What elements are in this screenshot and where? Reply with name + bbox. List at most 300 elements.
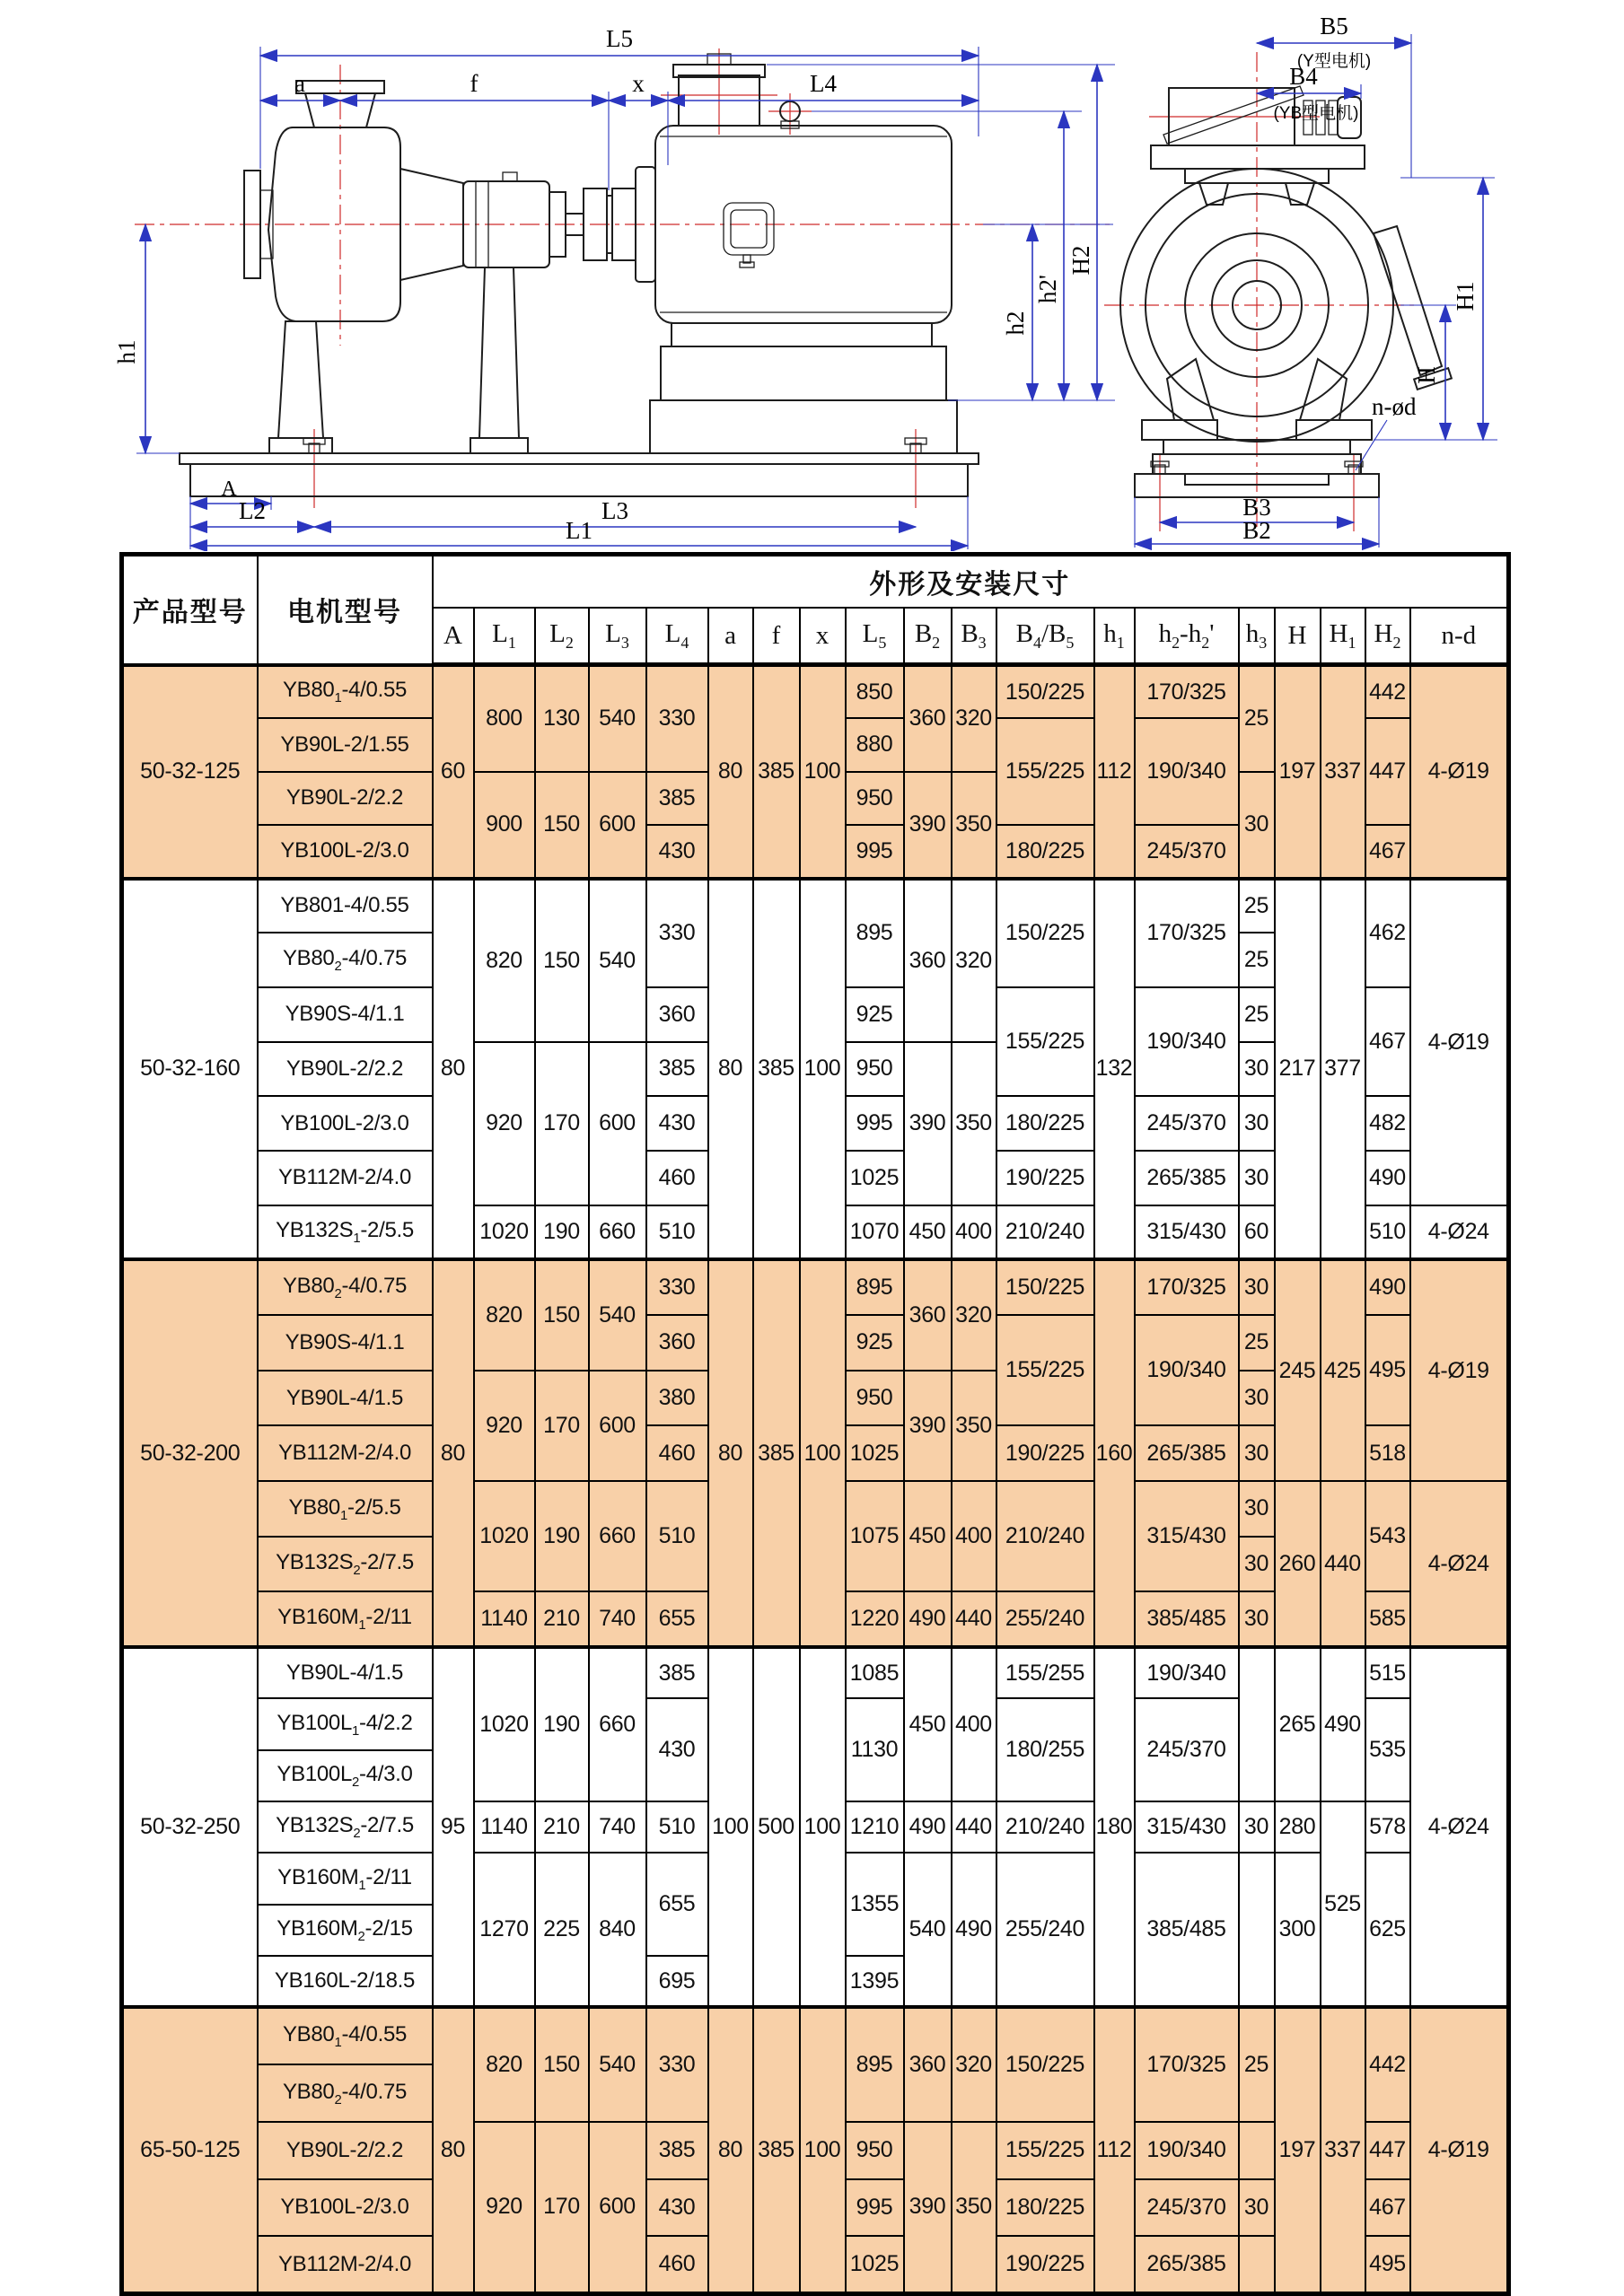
cell-motor: $YB80_2-4/0.75$ bbox=[258, 933, 433, 987]
cell-motor: YB112M-2/4.0 bbox=[258, 1151, 433, 1205]
cell-motor: YB160L-2/18.5 bbox=[258, 1956, 433, 2007]
cell-v bbox=[1239, 1853, 1275, 2007]
cell-motor: $YB80_1-4/0.55$ bbox=[258, 2007, 433, 2064]
cell-v: 170 bbox=[535, 1042, 589, 1205]
cell-v: 950 bbox=[846, 2122, 904, 2179]
cell-v: 80 bbox=[433, 1259, 474, 1647]
cell-motor: $YB80_2-4/0.75$ bbox=[258, 1259, 433, 1315]
cell-v: 385 bbox=[646, 1042, 708, 1097]
cell-v: 740 bbox=[589, 1801, 646, 1853]
cell-v: 265 bbox=[1275, 1647, 1321, 1801]
cell-v: 4-Ø19 bbox=[1410, 879, 1509, 1205]
cell-v: 30 bbox=[1239, 1371, 1275, 1426]
cell-v: 1020 bbox=[474, 1647, 535, 1801]
cell-v: 440 bbox=[1321, 1481, 1365, 1647]
col-header-h: H bbox=[1275, 608, 1321, 665]
cell-v: 80 bbox=[708, 665, 753, 879]
cell-motor: YB90L-4/1.5 bbox=[258, 1371, 433, 1426]
cell-v: 442 bbox=[1365, 665, 1410, 719]
cell-v: 360 bbox=[904, 2007, 952, 2122]
cell-v: 160 bbox=[1094, 1259, 1135, 1647]
baseplate-top bbox=[180, 453, 979, 464]
cell-product: 50-32-200 bbox=[122, 1259, 258, 1647]
cell-v: 510 bbox=[1365, 1205, 1410, 1260]
cell-v: 995 bbox=[846, 1096, 904, 1151]
cell-v: 390 bbox=[904, 1042, 952, 1205]
cell-v: 30 bbox=[1239, 1425, 1275, 1481]
cell-v: 190/225 bbox=[996, 1425, 1094, 1481]
cell-motor: $YB100L_1-4/2.2$ bbox=[258, 1698, 433, 1749]
dim-label-h2: h2 bbox=[1002, 311, 1029, 336]
cell-motor: YB112M-2/4.0 bbox=[258, 1425, 433, 1481]
cell-v: 360 bbox=[904, 665, 952, 772]
cell-v: 190/340 bbox=[1135, 1647, 1239, 1698]
dim-label-b3: B3 bbox=[1242, 494, 1271, 521]
cell-v: 385 bbox=[753, 879, 800, 1260]
cell-v: 660 bbox=[589, 1205, 646, 1260]
cell-v: 385 bbox=[753, 1259, 800, 1647]
cell-v: 255/240 bbox=[996, 1853, 1094, 2007]
cell-v: 180 bbox=[1094, 1647, 1135, 2007]
cell-v: 30 bbox=[1239, 1537, 1275, 1592]
dimensions-top bbox=[260, 25, 979, 190]
cell-v: 30 bbox=[1239, 1151, 1275, 1205]
cell-v: 25 bbox=[1239, 665, 1275, 772]
cell-v: 150/225 bbox=[996, 2007, 1094, 2122]
cell-v: 1270 bbox=[474, 1853, 535, 2007]
cell-motor: $YB100L_2-4/3.0$ bbox=[258, 1750, 433, 1801]
cell-v: 600 bbox=[589, 1371, 646, 1481]
cell-v: 4-Ø24 bbox=[1410, 1481, 1509, 1647]
dim-note-b4: (YB型电机) bbox=[1273, 104, 1359, 123]
cell-v: 430 bbox=[646, 2179, 708, 2237]
cell-v: 820 bbox=[474, 2007, 535, 2122]
cell-v: 80 bbox=[708, 2007, 753, 2293]
cell-motor: $YB132S_2-2/7.5$ bbox=[258, 1537, 433, 1592]
cell-v: 155/225 bbox=[996, 1315, 1094, 1425]
cell-v: 660 bbox=[589, 1647, 646, 1801]
cell-v: 197 bbox=[1275, 665, 1321, 879]
cell-v: 100 bbox=[800, 665, 846, 879]
cell-v: 30 bbox=[1239, 1259, 1275, 1315]
cell-v: 150/225 bbox=[996, 879, 1094, 987]
cell-v: 820 bbox=[474, 879, 535, 1042]
cell-motor: YB90L-2/1.55 bbox=[258, 718, 433, 772]
cell-v: 377 bbox=[1321, 879, 1365, 1260]
cell-v: 4-Ø19 bbox=[1410, 1259, 1509, 1481]
cell-v: 430 bbox=[646, 825, 708, 879]
cell-v: 25 bbox=[1239, 879, 1275, 933]
cell-v: 1085 bbox=[846, 1647, 904, 1698]
cell-motor: YB801-4/0.55 bbox=[258, 879, 433, 933]
dim-label-f: f bbox=[470, 70, 478, 97]
baseplate-slab bbox=[190, 464, 968, 496]
dimension-nd bbox=[1356, 393, 1417, 470]
cell-v: 442 bbox=[1365, 2007, 1410, 2122]
cell-v: 1075 bbox=[846, 1481, 904, 1591]
cell-v: 695 bbox=[646, 1956, 708, 2007]
cell-motor: $YB160M_2-2/15$ bbox=[258, 1905, 433, 1956]
side-view-drawing bbox=[113, 25, 1115, 549]
cell-motor: YB90L-2/2.2 bbox=[258, 772, 433, 826]
cell-motor: YB100L-2/3.0 bbox=[258, 2179, 433, 2237]
col-header-l2: $L_2$ bbox=[535, 608, 589, 665]
cell-v: 450 bbox=[904, 1481, 952, 1591]
cell-v: 495 bbox=[1365, 2236, 1410, 2293]
cell-motor: $YB80_2-4/0.75$ bbox=[258, 2064, 433, 2122]
cell-v: 385 bbox=[753, 665, 800, 879]
cell-v: 585 bbox=[1365, 1591, 1410, 1647]
cell-v: 390 bbox=[904, 1371, 952, 1481]
dim-label-nd: n-ød bbox=[1372, 393, 1417, 420]
cell-v: 80 bbox=[708, 1259, 753, 1647]
cell-motor: YB90L-4/1.5 bbox=[258, 1647, 433, 1698]
cell-v: 535 bbox=[1365, 1698, 1410, 1801]
cell-motor: $YB160M_1-2/11$ bbox=[258, 1853, 433, 1904]
cell-v: 1020 bbox=[474, 1481, 535, 1591]
cell-v: 100 bbox=[708, 1647, 753, 2007]
cell-v: 467 bbox=[1365, 987, 1410, 1096]
cell-v: 360 bbox=[904, 1259, 952, 1370]
dim-label-h1: h1 bbox=[113, 339, 140, 364]
cell-v: 820 bbox=[474, 1259, 535, 1370]
cell-v: 995 bbox=[846, 2179, 904, 2237]
cell-v: 450 bbox=[904, 1647, 952, 1801]
dim-label-l3: L3 bbox=[601, 497, 628, 524]
dimensions-bottom bbox=[190, 478, 968, 549]
cell-v: 180/255 bbox=[996, 1698, 1094, 1801]
cell-v: 155/225 bbox=[996, 2122, 1094, 2179]
cell-v: 655 bbox=[646, 1591, 708, 1647]
cell-v: 950 bbox=[846, 1042, 904, 1097]
cell-v: 25 bbox=[1239, 933, 1275, 987]
cell-v: 1395 bbox=[846, 1956, 904, 2007]
cell-v: 510 bbox=[646, 1481, 708, 1591]
col-header-l5: $L_5$ bbox=[846, 608, 904, 665]
dim-label-l5: L5 bbox=[606, 25, 633, 52]
cell-motor: $YB160M_1-2/11$ bbox=[258, 1591, 433, 1647]
cell-v: 300 bbox=[1275, 1853, 1321, 2007]
end-view-drawing bbox=[1104, 13, 1497, 548]
table-row bbox=[122, 665, 1509, 719]
cell-v: 390 bbox=[904, 772, 952, 879]
cell-v: 1355 bbox=[846, 1853, 904, 1956]
cell-v: 112 bbox=[1094, 2007, 1135, 2293]
col-header-nd: n-d bbox=[1410, 608, 1509, 665]
cell-v: 25 bbox=[1239, 1315, 1275, 1371]
table-row bbox=[122, 2007, 1509, 2064]
motor-feet bbox=[672, 323, 932, 346]
cell-v: 655 bbox=[646, 1853, 708, 1956]
cell-v: 255/240 bbox=[996, 1591, 1094, 1647]
cell-v: 4-Ø24 bbox=[1410, 1647, 1509, 2007]
cell-v: 390 bbox=[904, 2122, 952, 2293]
cell-v: 500 bbox=[753, 1647, 800, 2007]
cell-v: 495 bbox=[1365, 1315, 1410, 1425]
dim-label-b4: B4 bbox=[1289, 63, 1318, 90]
cell-v: 130 bbox=[535, 665, 589, 772]
cell-v: 920 bbox=[474, 1042, 535, 1205]
cell-motor: YB90L-2/2.2 bbox=[258, 2122, 433, 2179]
cell-v: 320 bbox=[952, 2007, 996, 2122]
cell-v: 400 bbox=[952, 1481, 996, 1591]
cell-v: 190 bbox=[535, 1205, 589, 1260]
cell-v: 385 bbox=[646, 1647, 708, 1698]
cell-v: 245/370 bbox=[1135, 1698, 1239, 1801]
cell-v: 30 bbox=[1239, 1042, 1275, 1097]
cell-v: 525 bbox=[1321, 1801, 1365, 2007]
cell-v: 170/325 bbox=[1135, 1259, 1239, 1315]
cell-v: 180/225 bbox=[996, 2179, 1094, 2237]
pump-drawings bbox=[0, 0, 1624, 551]
cell-v: 170 bbox=[535, 2122, 589, 2293]
cell-v: 320 bbox=[952, 1259, 996, 1370]
cell-v: 430 bbox=[646, 1698, 708, 1801]
cell-v: 510 bbox=[646, 1205, 708, 1260]
cell-v: 170/325 bbox=[1135, 665, 1239, 719]
col-header-dims-title: 外形及安装尺寸 bbox=[433, 555, 1509, 609]
cell-v: 490 bbox=[1365, 1151, 1410, 1205]
cell-v: 100 bbox=[800, 2007, 846, 2293]
cell-v: 30 bbox=[1239, 1801, 1275, 1853]
motor bbox=[636, 54, 957, 453]
cell-v: 25 bbox=[1239, 2007, 1275, 2122]
cell-v: 350 bbox=[952, 1371, 996, 1481]
dim-label-H2: H2 bbox=[1067, 245, 1094, 276]
dimensions-b3-b2 bbox=[1135, 494, 1379, 548]
cell-v: 467 bbox=[1365, 825, 1410, 879]
cell-v: 447 bbox=[1365, 718, 1410, 825]
cell-v: 150 bbox=[535, 879, 589, 1042]
cell-v: 460 bbox=[646, 1425, 708, 1481]
cell-v: 180/225 bbox=[996, 825, 1094, 879]
col-header-product: 产品型号 bbox=[122, 555, 258, 665]
spec-table-body bbox=[122, 665, 1509, 2294]
cell-v: 900 bbox=[474, 772, 535, 879]
cell-v: 430 bbox=[646, 1096, 708, 1151]
cell-v: 315/430 bbox=[1135, 1205, 1239, 1260]
cell-v: 425 bbox=[1321, 1259, 1365, 1481]
col-header-b45: $B_4/B_5$ bbox=[996, 608, 1094, 665]
dim-label-a: a bbox=[294, 70, 305, 97]
col-header-motor: 电机型号 bbox=[258, 555, 433, 665]
col-header-b3: $B_3$ bbox=[952, 608, 996, 665]
cell-v: 950 bbox=[846, 772, 904, 826]
cell-v: 260 bbox=[1275, 1481, 1321, 1647]
cell-v: 515 bbox=[1365, 1647, 1410, 1698]
cell-v: 150 bbox=[535, 2007, 589, 2122]
cell-v: 895 bbox=[846, 879, 904, 987]
cell-motor: $YB132S_2-2/7.5$ bbox=[258, 1801, 433, 1853]
cell-v: 155/255 bbox=[996, 1647, 1094, 1698]
cell-v: 880 bbox=[846, 718, 904, 772]
cell-v: 4-Ø19 bbox=[1410, 665, 1509, 879]
cell-v: 490 bbox=[904, 1801, 952, 1853]
cell-v: 265/385 bbox=[1135, 1151, 1239, 1205]
cell-v: 190/225 bbox=[996, 1151, 1094, 1205]
cell-v: 330 bbox=[646, 879, 708, 987]
cell-v: 440 bbox=[952, 1801, 996, 1853]
cell-v: 60 bbox=[433, 665, 474, 879]
cell-v: 510 bbox=[646, 1801, 708, 1853]
cell-v: 210 bbox=[535, 1591, 589, 1647]
cell-v: 1070 bbox=[846, 1205, 904, 1260]
cell-v: 95 bbox=[433, 1647, 474, 2007]
col-header-f: f bbox=[753, 608, 800, 665]
cell-v: 315/430 bbox=[1135, 1481, 1239, 1591]
table-row bbox=[122, 1259, 1509, 1315]
cell-v: 132 bbox=[1094, 879, 1135, 1260]
cell-v: 925 bbox=[846, 1315, 904, 1371]
cell-v: 490 bbox=[952, 1853, 996, 2007]
cell-v: 245/370 bbox=[1135, 825, 1239, 879]
cell-v: 150/225 bbox=[996, 1259, 1094, 1315]
col-header-h1: $h_1$ bbox=[1094, 608, 1135, 665]
dimension-h1 bbox=[113, 224, 180, 453]
cell-v bbox=[1239, 2236, 1275, 2293]
cell-v: 150/225 bbox=[996, 665, 1094, 719]
cell-v: 210/240 bbox=[996, 1205, 1094, 1260]
cell-v: 840 bbox=[589, 1853, 646, 2007]
col-header-l1: $L_1$ bbox=[474, 608, 535, 665]
cell-v: 1025 bbox=[846, 1151, 904, 1205]
cell-v: 210 bbox=[535, 1801, 589, 1853]
cell-v: 360 bbox=[904, 879, 952, 1042]
cell-v: 1210 bbox=[846, 1801, 904, 1853]
cell-v: 1025 bbox=[846, 2236, 904, 2293]
cell-v: 1140 bbox=[474, 1591, 535, 1647]
cell-v: 217 bbox=[1275, 879, 1321, 1260]
cell-v: 155/225 bbox=[996, 987, 1094, 1096]
cell-v: 950 bbox=[846, 1371, 904, 1426]
cell-v: 190/340 bbox=[1135, 2122, 1239, 2179]
cell-v: 490 bbox=[1365, 1259, 1410, 1315]
cell-motor: $YB80_1-4/0.55$ bbox=[258, 665, 433, 719]
cell-v: 320 bbox=[952, 665, 996, 772]
cell-v: 1025 bbox=[846, 1425, 904, 1481]
cell-v: 450 bbox=[904, 1205, 952, 1260]
cell-v: 60 bbox=[1239, 1205, 1275, 1260]
cell-v: 4-Ø24 bbox=[1410, 1205, 1509, 1260]
cell-v: 150 bbox=[535, 772, 589, 879]
cell-v: 225 bbox=[535, 1853, 589, 2007]
dim-label-l4: L4 bbox=[810, 70, 837, 97]
dim-label-x: x bbox=[632, 70, 645, 97]
cell-v: 337 bbox=[1321, 665, 1365, 879]
cell-v: 400 bbox=[952, 1647, 996, 1801]
cell-v: 330 bbox=[646, 2007, 708, 2122]
cell-product: 65-50-125 bbox=[122, 2007, 258, 2293]
cell-v: 100 bbox=[800, 879, 846, 1260]
table-row bbox=[122, 879, 1509, 933]
cell-v: 100 bbox=[800, 1647, 846, 2007]
cell-v: 380 bbox=[646, 1371, 708, 1426]
cell-v: 460 bbox=[646, 1151, 708, 1205]
cell-v: 190/225 bbox=[996, 2236, 1094, 2293]
cell-product: 50-32-125 bbox=[122, 665, 258, 879]
bearing-bracket bbox=[400, 169, 566, 453]
cell-product: 50-32-160 bbox=[122, 879, 258, 1260]
dimensions-motor-heights bbox=[767, 65, 1115, 400]
cell-v: 330 bbox=[646, 665, 708, 772]
cell-motor: YB90L-2/2.2 bbox=[258, 1042, 433, 1097]
cell-v: 467 bbox=[1365, 2179, 1410, 2237]
cell-v: 170 bbox=[535, 1371, 589, 1481]
cell-v: 30 bbox=[1239, 1096, 1275, 1151]
dim-note-b5: (Y型电机) bbox=[1296, 52, 1372, 71]
col-header-x: x bbox=[800, 608, 846, 665]
cell-v: 180/225 bbox=[996, 1096, 1094, 1151]
cell-v: 1130 bbox=[846, 1698, 904, 1801]
cell-v: 518 bbox=[1365, 1425, 1410, 1481]
cell-v: 170/325 bbox=[1135, 879, 1239, 987]
cell-v: 330 bbox=[646, 1259, 708, 1315]
cell-v: 315/430 bbox=[1135, 1801, 1239, 1853]
col-header-a: a bbox=[708, 608, 753, 665]
cell-v: 385 bbox=[646, 2122, 708, 2179]
cell-v: 245/370 bbox=[1135, 1096, 1239, 1151]
cell-v: 265/385 bbox=[1135, 2236, 1239, 2293]
cell-v: 245/370 bbox=[1135, 2179, 1239, 2237]
cell-v: 30 bbox=[1239, 1481, 1275, 1537]
cell-motor: YB90S-4/1.1 bbox=[258, 987, 433, 1042]
cell-v: 280 bbox=[1275, 1801, 1321, 1853]
cell-v: 925 bbox=[846, 987, 904, 1042]
cell-v: 150 bbox=[535, 1259, 589, 1370]
cell-v: 210/240 bbox=[996, 1481, 1094, 1591]
cell-v: 600 bbox=[589, 1042, 646, 1205]
cell-v bbox=[1239, 2122, 1275, 2179]
cell-v: 1140 bbox=[474, 1801, 535, 1853]
cell-v: 578 bbox=[1365, 1801, 1410, 1853]
cell-v: 112 bbox=[1094, 665, 1135, 879]
dim-label-b2: B2 bbox=[1242, 517, 1271, 544]
col-header-h3: $h_3$ bbox=[1239, 608, 1275, 665]
cell-v: 625 bbox=[1365, 1853, 1410, 2007]
cell-v: 360 bbox=[646, 1315, 708, 1371]
cell-v: 190/340 bbox=[1135, 718, 1239, 825]
cell-v: 1020 bbox=[474, 1205, 535, 1260]
cell-v: 490 bbox=[1321, 1647, 1365, 1801]
cell-v: 80 bbox=[433, 879, 474, 1260]
cell-v: 920 bbox=[474, 1371, 535, 1481]
cell-v: 600 bbox=[589, 772, 646, 879]
col-header-h2: $h_2-h_2'$ bbox=[1135, 608, 1239, 665]
cell-v: 400 bbox=[952, 1205, 996, 1260]
cell-v: 920 bbox=[474, 2122, 535, 2293]
pump-casing bbox=[244, 81, 400, 453]
col-header-h1: $H_1$ bbox=[1321, 608, 1365, 665]
dim-label-H: H bbox=[1413, 366, 1440, 384]
dim-label-H1: H1 bbox=[1452, 281, 1479, 311]
cell-v: 800 bbox=[474, 665, 535, 772]
cell-v: 1220 bbox=[846, 1591, 904, 1647]
cell-v: 540 bbox=[589, 879, 646, 1042]
cell-v: 995 bbox=[846, 825, 904, 879]
cell-v: 385 bbox=[753, 2007, 800, 2293]
cell-v: 245 bbox=[1275, 1259, 1321, 1481]
cell-motor: $YB80_1-2/5.5$ bbox=[258, 1481, 433, 1537]
cell-v: 100 bbox=[800, 1259, 846, 1647]
cell-v: 895 bbox=[846, 1259, 904, 1315]
cell-v: 540 bbox=[589, 2007, 646, 2122]
cell-v: 320 bbox=[952, 879, 996, 1042]
cell-v: 490 bbox=[904, 1591, 952, 1647]
cell-v: 460 bbox=[646, 2236, 708, 2293]
cell-v: 80 bbox=[433, 2007, 474, 2293]
cell-v: 895 bbox=[846, 2007, 904, 2122]
cell-v: 80 bbox=[708, 879, 753, 1260]
